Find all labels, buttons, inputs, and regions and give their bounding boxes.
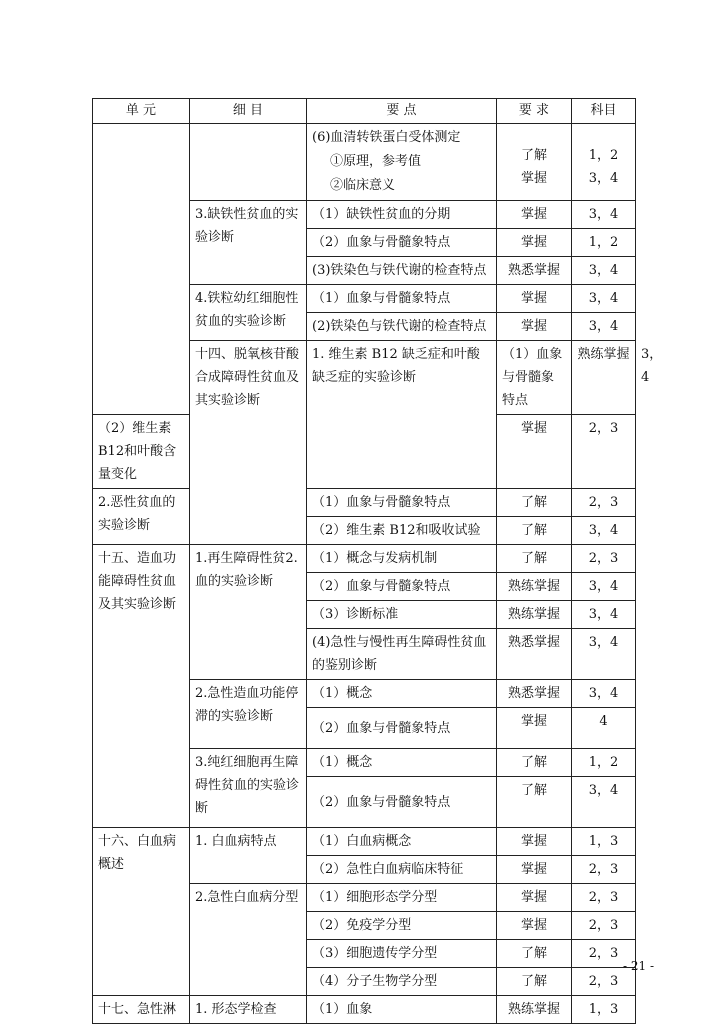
point-cell: (4)急性与慢性再生障碍性贫血的鉴别诊断 xyxy=(307,629,497,680)
subject-cell: 3，4 xyxy=(572,313,636,341)
point-cell: （1）血象与骨髓象特点 xyxy=(307,489,497,517)
require-cell: 掌握 xyxy=(497,313,572,341)
header-require: 要 求 xyxy=(497,99,572,124)
subject-cell: 1，3 xyxy=(572,996,636,1024)
point-cell: （2）维生素 B12和叶酸含量变化 xyxy=(93,415,190,489)
detail-cell: 2.急性白血病分型 xyxy=(190,884,307,996)
point-cell: （2）血象与骨髓象特点 xyxy=(307,229,497,257)
subject-cell: 2，3 xyxy=(572,415,636,489)
subject-cell: 3，4 xyxy=(572,573,636,601)
point-cell: （1）概念 xyxy=(307,680,497,708)
detail-cell: 2.急性造血功能停滞的实验诊断 xyxy=(190,680,307,749)
require-cell: 熟悉掌握 xyxy=(497,257,572,285)
point-cell: (3)铁染色与铁代谢的检查特点 xyxy=(307,257,497,285)
page-number: - 21 - xyxy=(622,959,654,973)
point-cell: （2）血象与骨髓象特点 xyxy=(307,708,497,749)
require-cell: 了解 xyxy=(497,777,572,828)
detail-cell: 1.再生障碍性贫2.血的实验诊断 xyxy=(190,545,307,680)
table-row xyxy=(93,124,636,201)
point-cell: （1）血象与骨髓象特点 xyxy=(497,341,572,415)
require-cell: 掌握 xyxy=(497,912,572,940)
detail-cell: 4.铁粒幼红细胞性贫血的实验诊断 xyxy=(190,285,307,341)
unit-cell: 十七、急性淋 xyxy=(93,996,190,1024)
point-cell: （2）血象与骨髓象特点 xyxy=(307,573,497,601)
unit-cell xyxy=(93,124,190,415)
point-cell: （1）概念与发病机制 xyxy=(307,545,497,573)
require-cell: 掌握 xyxy=(497,828,572,856)
subject-cell: 3，4 xyxy=(572,257,636,285)
header-unit: 单 元 xyxy=(93,99,190,124)
point-cell: （3）诊断标准 xyxy=(307,601,497,629)
subject-cell: 3，4 xyxy=(572,285,636,313)
point-cell: （4）分子生物学分型 xyxy=(307,968,497,996)
require-cell: 熟练掌握 xyxy=(497,601,572,629)
require-cell: 熟悉掌握 xyxy=(497,629,572,680)
require-cell: 熟练掌握 xyxy=(497,996,572,1024)
require-cell: 了解 xyxy=(497,940,572,968)
subject-cell: 3，4 xyxy=(572,517,636,545)
require-cell: 了解 掌握 xyxy=(497,124,572,201)
point-cell: (6)血清转铁蛋白受体测定 ①原理，参考值 ②临床意义 xyxy=(307,124,497,201)
detail-cell: 3.缺铁性贫血的实验诊断 xyxy=(190,201,307,285)
require-cell: 熟练掌握 xyxy=(572,341,636,415)
table-row: 十四、脱氧核苷酸合成障碍性贫血及其实验诊断 1. 维生素 B12 缺乏症和叶酸缺乏症的实验诊断 （1）血象与骨髓象特点 熟练掌握 3，4 xyxy=(93,341,636,415)
subject-cell: 2，3 xyxy=(572,856,636,884)
require-cell: 掌握 xyxy=(497,285,572,313)
subject-cell: 1，2 xyxy=(572,229,636,257)
require-cell: 熟练掌握 xyxy=(497,573,572,601)
point-cell: （1）血象 xyxy=(307,996,497,1024)
require-cell: 了解 xyxy=(497,545,572,573)
subject-cell: 1，2 xyxy=(572,749,636,777)
header-points: 要 点 xyxy=(307,99,497,124)
point-cell: （2）维生素 B12和吸收试验 xyxy=(307,517,497,545)
subject-cell: 3，4 xyxy=(572,777,636,828)
point-cell: （1）血象与骨髓象特点 xyxy=(307,285,497,313)
require-cell: 掌握 xyxy=(497,229,572,257)
require-cell: 了解 xyxy=(497,489,572,517)
subject-cell: 2，3 xyxy=(572,968,636,996)
require-cell: 了解 xyxy=(497,968,572,996)
subject-cell: 3，4 xyxy=(572,629,636,680)
detail-cell xyxy=(190,124,307,201)
point-cell: （2）血象与骨髓象特点 xyxy=(307,777,497,828)
subject-cell: 2，3 xyxy=(572,489,636,517)
require-cell: 掌握 xyxy=(497,856,572,884)
subject-cell: 3，4 xyxy=(572,680,636,708)
table-row xyxy=(93,489,636,517)
point-cell: （1）缺铁性贫血的分期 xyxy=(307,201,497,229)
point-cell: (2)铁染色与铁代谢的检查特点 xyxy=(307,313,497,341)
require-cell: 熟悉掌握 xyxy=(497,680,572,708)
require-cell: 了解 xyxy=(497,749,572,777)
detail-cell: 1. 白血病特点 xyxy=(190,828,307,884)
require-cell: 掌握 xyxy=(497,415,572,489)
detail-cell: 3.纯红细胞再生障碍性贫血的实验诊断 xyxy=(190,749,307,828)
subject-cell: 2，3 xyxy=(572,912,636,940)
unit-cell: 十四、脱氧核苷酸合成障碍性贫血及其实验诊断 xyxy=(190,341,307,545)
detail-cell: 1. 维生素 B12 缺乏症和叶酸缺乏症的实验诊断 xyxy=(307,341,497,489)
point-cell: （1）细胞形态学分型 xyxy=(307,884,497,912)
subject-cell: 3，4 xyxy=(572,601,636,629)
subject-cell: 3，4 xyxy=(572,201,636,229)
unit-cell: 十六、白血病概述 xyxy=(93,828,190,996)
header-detail: 细 目 xyxy=(190,99,307,124)
require-cell: 掌握 xyxy=(497,201,572,229)
point-cell: （2）急性白血病临床特征 xyxy=(307,856,497,884)
header-subject: 科目 xyxy=(572,99,636,124)
subject-cell: 2，3 xyxy=(572,940,636,968)
require-cell: 掌握 xyxy=(497,884,572,912)
require-cell: 掌握 xyxy=(497,708,572,749)
subject-cell: 2，3 xyxy=(572,545,636,573)
subject-cell: 1，2 3，4 xyxy=(572,124,636,201)
detail-cell: 1. 形态学检查 xyxy=(190,996,307,1024)
table-row xyxy=(93,996,636,1024)
unit-cell: 十五、造血功能障碍性贫血及其实验诊断 xyxy=(93,545,190,828)
point-cell: （3）细胞遗传学分型 xyxy=(307,940,497,968)
point-cell: （2）免疫学分型 xyxy=(307,912,497,940)
point-cell: （1）概念 xyxy=(307,749,497,777)
table-row xyxy=(93,545,636,573)
subject-cell: 4 xyxy=(572,708,636,749)
subject-cell: 2，3 xyxy=(572,884,636,912)
point-cell: （1）白血病概念 xyxy=(307,828,497,856)
header-row xyxy=(93,99,636,124)
require-cell: 了解 xyxy=(497,517,572,545)
table-row xyxy=(93,828,636,856)
subject-cell: 1，3 xyxy=(572,828,636,856)
detail-cell: 2.恶性贫血的实验诊断 xyxy=(93,489,190,545)
